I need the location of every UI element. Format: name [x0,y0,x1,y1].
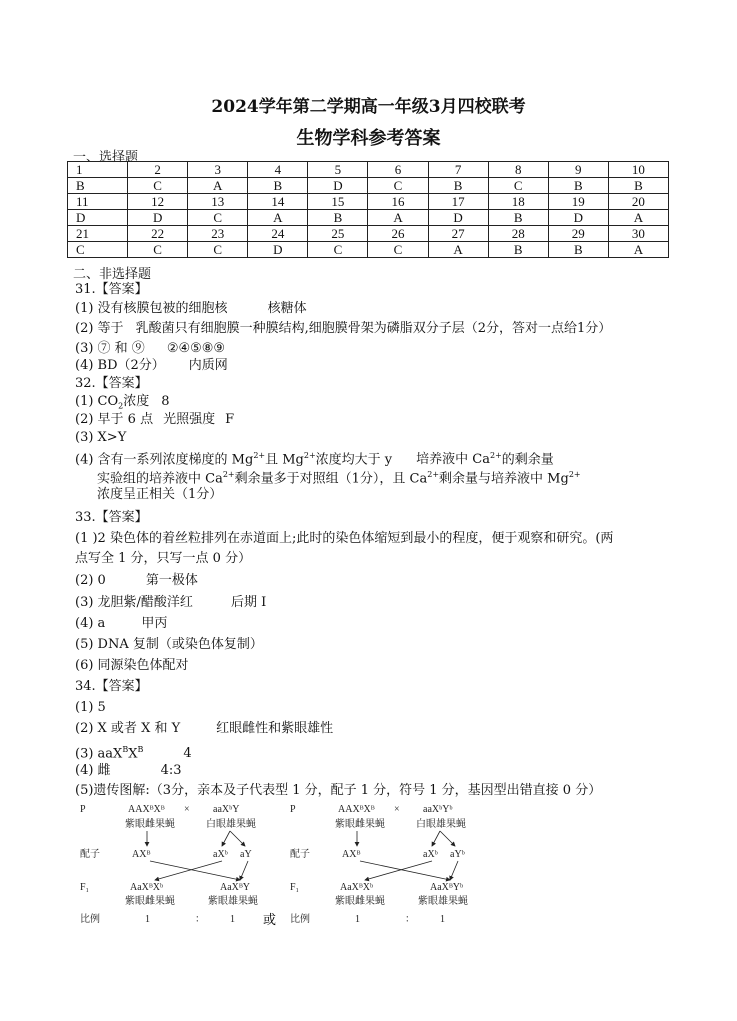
dr-offspring2-phenotype: 紫眼雄果蝇 [418,896,468,907]
q34-line3: (3) $aaX^BX^B$ 4 [75,745,192,762]
dr-p-label: P [290,804,296,815]
table-cell: C [188,242,248,258]
q31-line2: (2) 等于 乳酸菌只有细胞膜一种膜结构,细胞膜骨架为磷脂双分子层（2分，答对一点给1分） [75,321,612,336]
table-cell: C [368,178,428,194]
q31-line1: (1) 没有核膜包被的细胞核 核糖体 [75,301,307,316]
dr-parent1: AAXᴮXᴮ [338,804,375,815]
dl-gamete1: AXᴮ [132,849,151,860]
q32-line3: (3) X>Y [75,430,127,445]
q31-heading: 31.【答案】 [75,282,148,297]
q34-line1: (1) 5 [75,700,106,715]
table-cell: A [428,242,488,258]
table-cell: B [68,178,128,194]
table-cell: 28 [488,226,548,242]
table-cell: A [608,210,668,226]
dl-ratio2: 1 [230,914,235,925]
table-cell: C [68,242,128,258]
table-cell: C [368,242,428,258]
table-cell: 5 [308,162,368,178]
section-nonchoice: 二、非选择题 [73,267,152,282]
q32-line4: (4) 含有一系列浓度梯度的 $Mg^{2+}$且 $Mg^{2+}$浓度均大于 y 培养液中 $Ca^{2+}$的剩余量 [75,451,554,468]
dr-f1-label: F₁ [290,882,300,893]
q32-line1: (1) $CO_2$浓度 8 [75,394,170,411]
table-row [68,210,669,226]
table-row [68,226,669,242]
dl-ratio-label: 比例 [80,914,100,925]
dl-gamete3: aY [240,849,252,860]
table-cell: B [488,210,548,226]
table-cell: 9 [548,162,608,178]
table-cell: 7 [428,162,488,178]
table-cell: 20 [608,194,668,210]
table-cell: 17 [428,194,488,210]
q32-line2: (2) 早于 6 点 光照强度 F [75,412,235,427]
dr-offspring2: AaXᴮYᵇ [430,882,464,893]
q31-line4: (4) BD（2分） 内质网 [75,358,228,373]
table-cell: 16 [368,194,428,210]
table-cell: 14 [248,194,308,210]
table-cell: B [548,242,608,258]
dl-p-label: P [80,804,86,815]
q34-heading: 34.【答案】 [75,679,148,694]
q32-heading: 32.【答案】 [75,376,148,391]
dl-f1-label: F₁ [80,882,90,893]
table-cell: 1 [68,162,128,178]
q33-line2: (2) 0 第一极体 [75,573,198,588]
table-cell: D [428,210,488,226]
table-cell: 12 [128,194,188,210]
table-cell: 11 [68,194,128,210]
table-cell: 25 [308,226,368,242]
q34-line4: (4) 雌 4:3 [75,763,182,778]
table-row [68,194,669,210]
table-cell: B [248,178,308,194]
dl-gamete-label: 配子 [80,849,100,860]
table-cell: 19 [548,194,608,210]
table-cell: 2 [128,162,188,178]
table-cell: A [608,242,668,258]
table-row [68,242,669,258]
q33-line4: (4) a 甲丙 [75,616,168,631]
table-cell: 18 [488,194,548,210]
cross-diagram-left [80,804,258,925]
table-cell: D [248,242,308,258]
table-cell: B [428,178,488,194]
dr-parent2: aaXᵇYᵇ [423,804,453,815]
q33-heading: 33.【答案】 [75,510,148,525]
dr-parent1-phenotype: 紫眼雌果蝇 [335,819,385,830]
q32-line6: 浓度呈正相关（1分） [97,487,223,502]
table-cell: 3 [188,162,248,178]
table-cell: 13 [188,194,248,210]
dl-offspring1-phenotype: 紫眼雌果蝇 [125,896,175,907]
table-cell: 6 [368,162,428,178]
section-choice: 一、选择题 [73,150,139,165]
dr-parent2-phenotype: 白眼雄果蝇 [416,819,466,830]
table-cell: D [548,210,608,226]
dl-parent2-phenotype: 白眼雄果蝇 [206,819,256,830]
dl-ratio-colon: ： [195,914,205,925]
table-cell: 15 [308,194,368,210]
table-cell: D [308,178,368,194]
table-cell: 21 [68,226,128,242]
dr-ratio1: 1 [355,914,360,925]
dl-parent1-phenotype: 紫眼雌果蝇 [125,819,175,830]
table-cell: B [548,178,608,194]
table-cell: A [368,210,428,226]
dr-gamete3: aYᵇ [450,849,465,860]
table-cell: A [248,210,308,226]
table-cell: 29 [548,226,608,242]
table-cell: 23 [188,226,248,242]
genetic-diagrams [70,800,670,930]
q33-line5: (5) DNA 复制（或染色体复制） [75,637,263,652]
table-cell: 8 [488,162,548,178]
q34-line2: (2) X 或者 X 和 Y 红眼雌性和紫眼雄性 [75,721,334,736]
table-cell: 10 [608,162,668,178]
dr-offspring1: AaXᴮXᵇ [340,882,374,893]
or-text: 或 [263,912,277,927]
dr-cross: × [394,804,400,815]
page-subtitle: 生物学科参考答案 [296,128,441,149]
dr-gamete-label: 配子 [290,849,310,860]
q33-line1: (1 )2 染色体的着丝粒排列在赤道面上;此时的染色体缩短到最小的程度，便于观察和研究。(两 [75,531,614,546]
table-row [68,162,669,178]
q34-line5: (5)遗传图解:（3分，亲本及子代表型 1 分，配子 1 分，符号 1 分，基因型出错直接 0 分） [75,783,602,798]
q33-line3: (3) 龙胆紫/醋酸洋红 后期 I [75,595,267,610]
dl-offspring2: AaXᴮY [220,882,250,893]
dl-offspring2-phenotype: 紫眼雄果蝇 [208,896,258,907]
table-cell: 26 [368,226,428,242]
dl-ratio1: 1 [145,914,150,925]
dl-cross: × [184,804,190,815]
dr-ratio-colon: ： [405,914,415,925]
table-cell: C [308,242,368,258]
dr-gamete1: AXᴮ [342,849,361,860]
table-cell: B [308,210,368,226]
dl-parent2: aaXᵇY [213,804,240,815]
cross-diagram-right [290,804,468,925]
dr-ratio2: 1 [440,914,445,925]
dl-offspring1: AaXᴮXᵇ [130,882,164,893]
dl-gamete2: aXᵇ [213,849,228,860]
q33-line6: (6) 同源染色体配对 [75,658,189,673]
table-cell: 22 [128,226,188,242]
q33-line1-cont: 点写全 1 分，只写一点 0 分） [75,551,252,566]
table-cell: C [188,210,248,226]
table-cell: 24 [248,226,308,242]
table-cell: C [488,178,548,194]
dl-parent1: AAXᴮXᴮ [128,804,165,815]
table-cell: D [68,210,128,226]
dr-offspring1-phenotype: 紫眼雌果蝇 [335,896,385,907]
table-cell: B [488,242,548,258]
page-title: 2024学年第二学期高一年级3月四校联考 [211,97,526,117]
q32-line5: 实验组的培养液中 $Ca^{2+}$剩余量多于对照组（1分），且 $Ca^{2+}$剩余量与培养液中 $Mg^{2+}$ [97,470,581,487]
table-row [68,178,669,194]
q31-line3: (3) ⑦ 和 ⑨ ②④⑤⑧⑨ [75,341,226,356]
table-cell: C [128,242,188,258]
table-cell: D [128,210,188,226]
table-cell: A [188,178,248,194]
dr-ratio-label: 比例 [290,914,310,925]
dr-gamete2: aXᵇ [423,849,438,860]
table-cell: 27 [428,226,488,242]
table-cell: C [128,178,188,194]
answer-table [67,161,669,258]
table-cell: B [608,178,668,194]
table-cell: 30 [608,226,668,242]
table-cell: 4 [248,162,308,178]
